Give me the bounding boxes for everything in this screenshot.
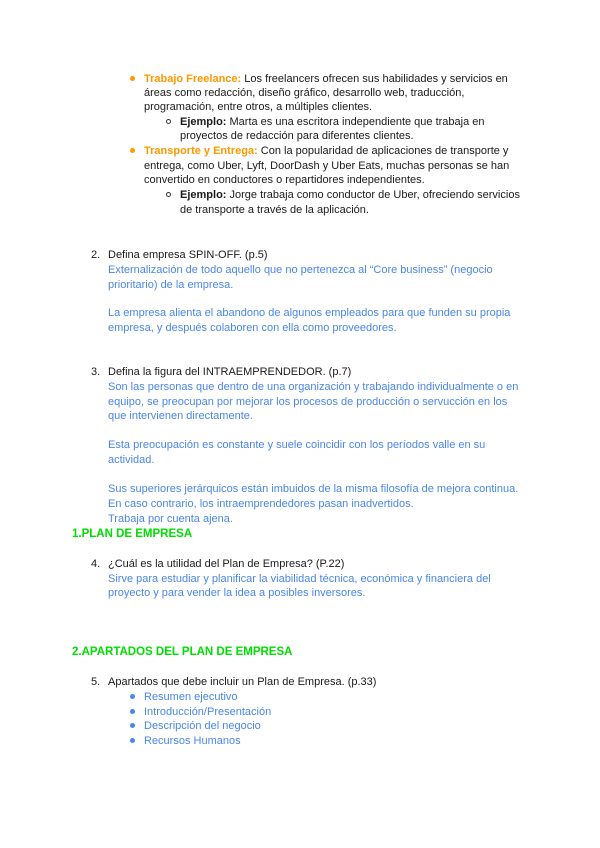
transporte-line-1: Transporte y Entrega: Con la popularidad de aplicaciones de transporte y (144, 145, 509, 157)
q3-number: 3. (91, 366, 101, 378)
q2-answer-line: La empresa alienta el abandono de algunos empleados para que funden su propia (108, 307, 511, 319)
q4-number: 4. (91, 558, 101, 570)
q5-question: Apartados que debe incluir un Plan de Empresa. (p.33) (108, 676, 377, 688)
q5-item: Resumen ejecutivo (144, 691, 238, 703)
q3-answer-line: que intervienen directamente. (108, 410, 253, 422)
q3-answer-line: Son las personas que dentro de una organización y trabajando individualmente o en (108, 381, 519, 393)
transporte-line-3: convertido en conductores o repartidores independientes. (144, 174, 425, 186)
section-heading-apartados: 2.APARTADOS DEL PLAN DE EMPRESA (72, 646, 293, 658)
freelance-line-3: programación, entre otros, a múltiples clientes. (144, 101, 373, 113)
bullet-dot-icon (130, 694, 135, 699)
transporte-title: Transporte y Entrega: (144, 145, 258, 157)
q3-answer-line: Esta preocupación es constante y suele coincidir con los períodos valle en su (108, 439, 486, 451)
q2-answer-line: empresa, y después colaboren con ella como proveedores. (108, 322, 397, 334)
bullet-dot-icon (130, 738, 135, 743)
q5-item: Recursos Humanos (144, 735, 241, 747)
q2-answer-line: Externalización de todo aquello que no pertenezca al “Core business” (negocio (108, 264, 493, 276)
transporte-line-2: entrega, como Uber, Lyft, DoorDash y Uber Eats, muchas personas se han (144, 160, 510, 172)
q4-answer-line: Sirve para estudiar y planificar la viabilidad técnica, económica y financiera del (108, 573, 491, 585)
q5-item: Introducción/Presentación (144, 706, 272, 718)
q3-answer-line: actividad. (108, 454, 155, 466)
freelance-title: Trabajo Freelance: (144, 73, 242, 85)
freelance-example-2: proyectos de redacción para diferentes clientes. (180, 130, 414, 142)
freelance-line-1: Trabajo Freelance: Los freelancers ofrecen sus habilidades y servicios en (144, 73, 508, 85)
q3-answer-line: En caso contrario, los intraemprendedores pasan inadvertidos. (108, 498, 414, 510)
q5-item: Descripción del negocio (144, 720, 261, 732)
q4-question: ¿Cuál es la utilidad del Plan de Empresa? (P.22) (108, 558, 345, 570)
q4-answer-line: proyecto y para vender la idea a posibles inversores. (108, 587, 366, 599)
q2-number: 2. (91, 249, 101, 261)
bullet-dot-icon (130, 76, 135, 81)
q3-answer-line: Sus superiores jerárquicos están imbuidos de la misma filosofía de mejora continua. (108, 483, 519, 495)
q3-question: Defina la figura del INTRAEMPRENDEDOR. (p.7) (108, 366, 352, 378)
bullet-ring-icon (166, 119, 171, 124)
bullet-dot-icon (130, 148, 135, 153)
freelance-line-2: áreas como redacción, diseño gráfico, desarrollo web, traducción, (144, 87, 465, 99)
section-heading-plan: 1.PLAN DE EMPRESA (72, 528, 193, 540)
bullet-dot-icon (130, 709, 135, 714)
q2-question: Defina empresa SPIN-OFF. (p.5) (108, 249, 268, 261)
transporte-example-2: de transporte a través de la aplicación. (180, 204, 369, 216)
bullet-dot-icon (130, 723, 135, 728)
freelance-example-1: Ejemplo: Marta es una escritora independiente que trabaja en (180, 116, 485, 128)
transporte-example-1: Ejemplo: Jorge trabaja como conductor de Uber, ofreciendo servicios (180, 189, 520, 201)
q2-answer-line: prioritario) de la empresa. (108, 279, 234, 291)
q5-number: 5. (91, 676, 101, 688)
q3-answer-line: equipo, se preocupan por mejorar los procesos de producción o servucción en los (108, 396, 508, 408)
q3-answer-line: Trabaja por cuenta ajena. (108, 513, 233, 525)
bullet-ring-icon (166, 192, 171, 197)
